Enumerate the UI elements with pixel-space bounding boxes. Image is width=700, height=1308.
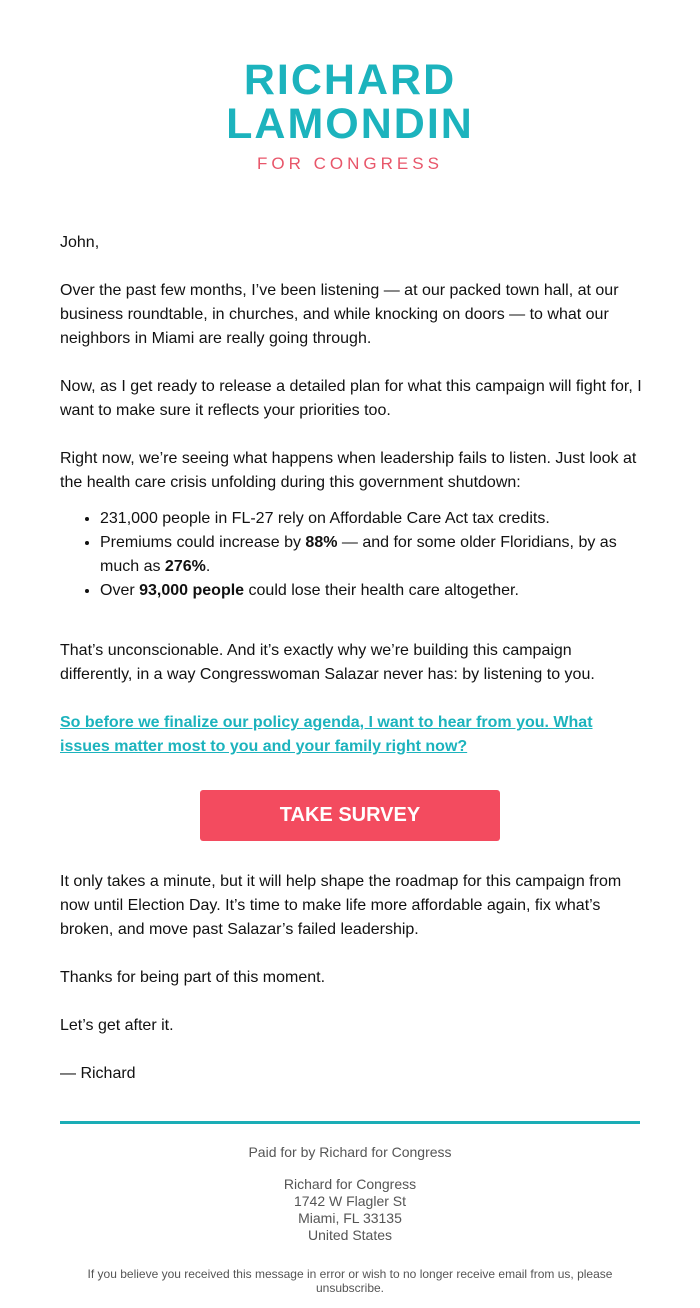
signoff: — Richard [60,1065,136,1082]
stats-list [60,507,645,603]
address-city: Miami, FL 33135 [298,1210,402,1226]
logo-line-3: FOR CONGRESS [257,154,443,173]
address-street: 1742 W Flagler St [293,1193,407,1209]
list-item [100,579,645,603]
paragraph-6: Thanks for being part of this moment. [60,969,326,986]
list-text: could lose their health care altogether. [244,582,519,599]
email-body [60,231,645,1110]
list-text: 231,000 people in FL-27 rely on Affordable Care Act tax credits. [100,510,550,527]
list-bold: 88% [305,534,338,551]
list-text: — and for some older Floridians, by as much as [100,534,617,575]
paragraph-2: Now, as I get ready to release a detailed plan for what this campaign will fight for, I want to make sure it reflects your priorities too. [60,378,642,419]
list-text: Premiums could increase by [100,534,306,551]
list-text: . [205,558,211,575]
list-text: Over [100,582,140,599]
paragraph-4: That’s unconscionable. And it’s exactly why we’re building this campaign differently, in a way Congresswoman Salazar never has: by listening to you. [60,642,595,683]
take-survey-button[interactable]: TAKE SURVEY [200,790,500,841]
address-country: United States [307,1227,393,1243]
paid-for-notice: Paid for by Richard for Congress [248,1144,452,1160]
survey-link[interactable]: So before we finalize our policy agenda, I want to hear from you. What issues matter most to you and your family right now? [60,714,593,755]
logo-line-2: LAMONDIN [226,100,474,148]
address-org: Richard for Congress [283,1176,417,1192]
paragraph-1: Over the past few months, I’ve been listening — at our packed town hall, at our business roundtable, in churches, and while knocking on doors — to what our neighbors in Miami are really going through. [60,282,619,347]
footer-divider [60,1121,640,1124]
list-bold: 93,000 people [139,582,245,599]
campaign-logo [0,58,700,174]
footer [60,1144,640,1295]
paragraph-5: It only takes a minute, but it will help shape the roadmap for this campaign from now until Election Day. It’s time to make life more affordable again, fix what’s broken, and move past Salazar’s failed leadership. [60,873,622,938]
logo-line-1: RICHARD [243,56,457,104]
paragraph-7: Let’s get after it. [60,1017,174,1034]
list-bold: 276% [164,558,206,575]
mailing-address [60,1176,640,1244]
list-item [100,507,645,531]
greeting: John, [60,234,100,251]
paragraph-3: Right now, we’re seeing what happens when leadership fails to listen. Just look at the health care crisis unfolding during this government shutdown: [60,450,637,491]
list-item [100,531,645,579]
unsubscribe-notice[interactable]: If you believe you received this message in error or wish to no longer receive email from us, please unsubscribe. [87,1267,613,1295]
